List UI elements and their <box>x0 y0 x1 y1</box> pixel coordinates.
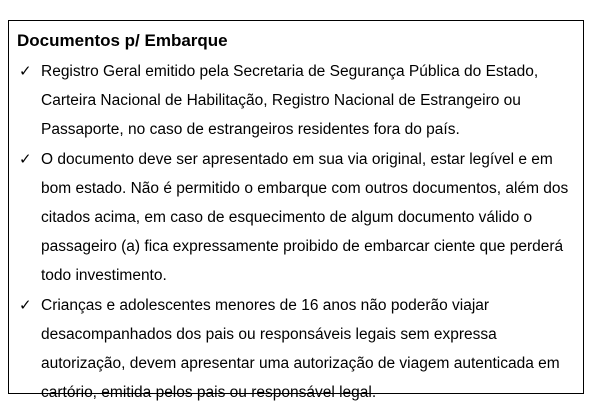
item-text-line: Registro Geral emitido pela Secretaria de Segurança Pública do Estado, <box>41 63 539 80</box>
list-item <box>0 57 561 145</box>
document-title: Documentos p/ Embarque <box>17 31 228 50</box>
item-text-line: cartório, emitida pelos pais ou responsável legal. <box>41 384 377 402</box>
list-item <box>0 145 569 291</box>
item-text-line: citados acima, em caso de esquecimento de algum documento válido o <box>41 209 533 227</box>
checkmark-icon: ✓ <box>19 296 32 314</box>
item-text-line: O documento deve ser apresentado em sua via original, estar legível e em <box>41 150 553 168</box>
item-text-line: Crianças e adolescentes menores de 16 anos não poderão viajar <box>41 296 490 314</box>
item-text-line: todo investimento. <box>41 267 167 285</box>
requirements-list <box>0 57 569 407</box>
checkmark-icon: ✓ <box>19 150 32 168</box>
item-text-line: Carteira Nacional de Habilitação, Registro Nacional de Estrangeiro ou <box>41 92 521 110</box>
item-text-line: autorização, devem apresentar uma autorização de viagem autenticada em <box>41 355 560 373</box>
item-text-line: bom estado. Não é permitido o embarque com outros documentos, além dos <box>41 179 569 197</box>
list-item <box>0 291 561 407</box>
item-text-line: desacompanhados dos pais ou responsáveis legais sem expressa <box>41 325 497 343</box>
item-text-line: Passaporte, no caso de estrangeiros residentes fora do país. <box>41 121 460 139</box>
item-text-line: passageiro (a) fica expressamente proibido de embarcar ciente que perderá <box>41 238 564 256</box>
checkmark-icon: ✓ <box>19 63 32 80</box>
